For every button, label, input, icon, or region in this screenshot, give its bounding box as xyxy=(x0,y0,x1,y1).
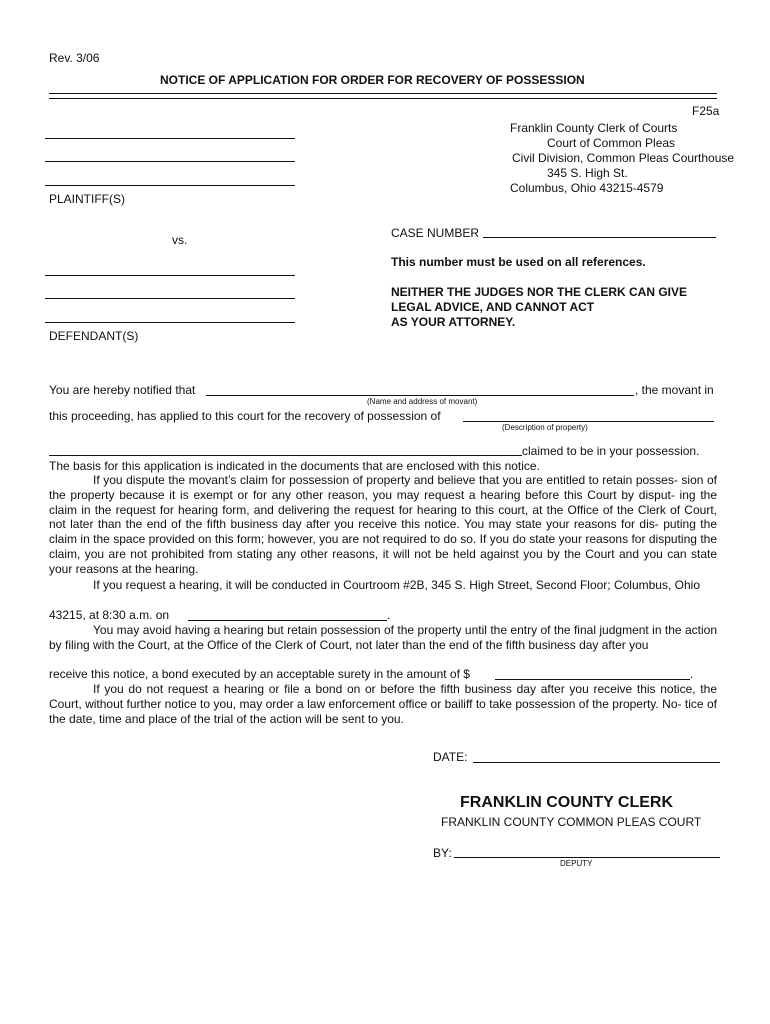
defendant-line-2[interactable] xyxy=(45,298,295,299)
hearing-time-prefix: 43215, at 8:30 a.m. on xyxy=(49,608,170,622)
notified-suffix: , the movant in xyxy=(635,383,714,397)
revision-label: Rev. 3/06 xyxy=(49,51,100,65)
property-field[interactable] xyxy=(463,421,714,422)
vs-label: vs. xyxy=(172,233,188,247)
page-title: NOTICE OF APPLICATION FOR ORDER FOR RECOVERY OF POSSESSION xyxy=(160,73,585,87)
deputy-signature-field[interactable] xyxy=(454,857,720,858)
movant-caption: (Name and address of movant) xyxy=(367,397,478,406)
plaintiff-line-3[interactable] xyxy=(45,185,295,186)
dispute-paragraph: If you dispute the movant’s claim for possession of property and believe that you are entitled to retain posses- sion of the property because it is exempt or for any other reason, you may request a hearing before this Court by disput- ing the claim in the request for hearing form, and delivering the request for hearing to this court, at the Office of the Clerk of Court, not later than the end of the fifth business day after you receive this notice. You may state your reasons for dis- puting the claim in the space provided on this form; however, you are not required to do so. If you do state your reasons for disputing the claim, you are not prohibited from stating any other reasons, it will not be held against you by the Court and you can state your reasons at the hearing. xyxy=(49,473,717,576)
case-number-field[interactable] xyxy=(483,237,716,238)
claimed-text: claimed to be in your possession. xyxy=(522,444,700,458)
plaintiff-line-1[interactable] xyxy=(45,138,295,139)
deputy-caption: DEPUTY xyxy=(560,859,593,868)
case-number-label: CASE NUMBER xyxy=(391,226,480,240)
clerk-address-line1: Franklin County Clerk of Courts xyxy=(510,121,678,135)
bond-paragraph: You may avoid having a hearing but retain possession of the property until the entry of the final judgment in the action by filing with the Court, at the Office of the Clerk of Court, not later than the end of the fifth business day after you xyxy=(49,623,717,652)
plaintiff-label: PLAINTIFF(S) xyxy=(49,192,126,206)
hearing-date-field[interactable] xyxy=(188,620,387,621)
movant-field[interactable] xyxy=(206,395,634,396)
court-name: FRANKLIN COUNTY COMMON PLEAS COURT xyxy=(441,815,702,829)
reference-note: This number must be used on all references. xyxy=(391,255,646,269)
title-rule-top xyxy=(49,93,717,94)
defendant-line-1[interactable] xyxy=(45,275,295,276)
hearing-text: If you request a hearing, it will be conducted in Courtroom #2B, 345 S. High Street, Second Floor; Columbus, Ohio xyxy=(93,578,700,592)
plaintiff-line-2[interactable] xyxy=(45,161,295,162)
property-caption: (Description of property) xyxy=(502,423,588,432)
defendant-line-3[interactable] xyxy=(45,322,295,323)
warning-line3: AS YOUR ATTORNEY. xyxy=(391,315,516,329)
property-field-continued[interactable] xyxy=(49,455,522,456)
clerk-address-line3: Civil Division, Common Pleas Courthouse xyxy=(512,151,735,165)
clerk-address-line2: Court of Common Pleas xyxy=(547,136,676,150)
clerk-title: FRANKLIN COUNTY CLERK xyxy=(460,794,674,811)
date-field[interactable] xyxy=(473,762,720,763)
clerk-address-line4: 345 S. High St. xyxy=(547,166,628,180)
bond-amount-prefix: receive this notice, a bond executed by an acceptable surety in the amount of $ xyxy=(49,667,470,681)
date-label: DATE: xyxy=(433,750,468,764)
bond-amount-field[interactable] xyxy=(495,679,690,680)
basis-text: The basis for this application is indicated in the documents that are enclosed with this notice. xyxy=(49,459,540,473)
defendant-label: DEFENDANT(S) xyxy=(49,329,139,343)
warning-line2: LEGAL ADVICE, AND CANNOT ACT xyxy=(391,300,595,314)
by-label: BY: xyxy=(433,846,452,860)
hearing-time-suffix: . xyxy=(387,608,391,622)
title-rule-bottom xyxy=(49,98,717,99)
bond-amount-suffix: . xyxy=(690,667,694,681)
notified-prefix: You are hereby notified that xyxy=(49,383,196,397)
proceeding-text: this proceeding, has applied to this court for the recovery of possession of xyxy=(49,409,441,423)
warning-line1: NEITHER THE JUDGES NOR THE CLERK CAN GIVE xyxy=(391,285,688,299)
default-paragraph: If you do not request a hearing or file a bond on or before the fifth business day after you receive this notice, the Court, without further notice to you, may order a law enforcement office or bailiff to take possession of the property. No- tice of the date, time and place of the trial of the action will be sent to you. xyxy=(49,682,717,726)
form-code: F25a xyxy=(692,104,720,118)
clerk-address-line5: Columbus, Ohio 43215-4579 xyxy=(510,181,664,195)
